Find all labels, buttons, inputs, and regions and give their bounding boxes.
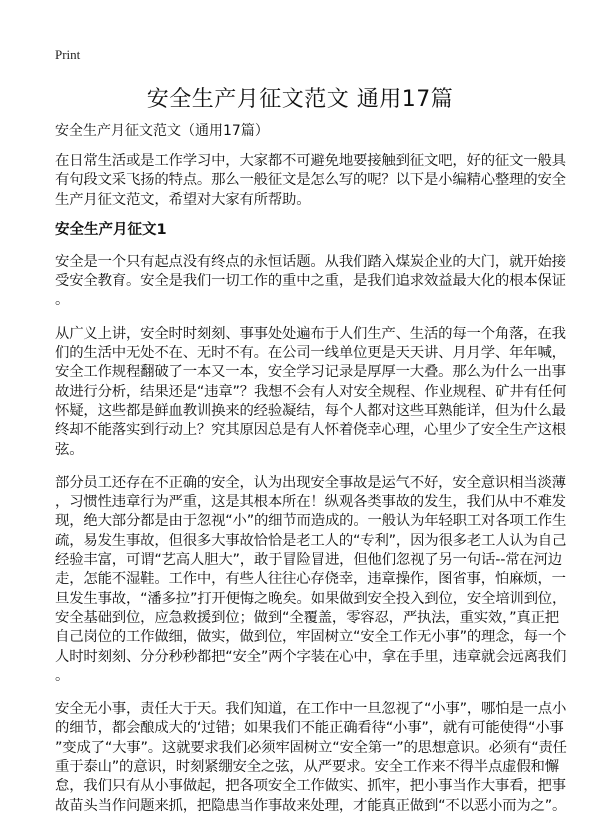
paragraph-line: 。 bbox=[55, 667, 70, 684]
paragraph-line: 重于泰山”的意识，时刻紧绷安全之弦，从严要求。安全工作来不得半点虚假和懈 bbox=[55, 759, 559, 776]
paragraph-line: 怠，我们只有从小事做起，把各项安全工作做实、抓牢，把小事当作大事看，把事 bbox=[55, 778, 566, 795]
document-body bbox=[55, 120, 567, 824]
paragraph-line: 们的生活中无处不在、无时不有。在公司一线单位更是天天讲、月月学、年年喊， bbox=[55, 345, 566, 362]
paragraph-line: 在日常生活或是工作学习中，大家都不可避免地要接触到征文吧，好的征文一般具 bbox=[55, 153, 566, 169]
intro-paragraph bbox=[55, 152, 566, 210]
paragraph-line: 终却不能落实到行动上？究其原因总是有人怀着侥幸心理，心里少了安全生产这根 bbox=[55, 422, 566, 439]
paragraph-line: 部分员工还存在不正确的安全，认为出现安全事故是运气不好，安全意识相当淡薄 bbox=[55, 474, 566, 491]
paragraph-line: 弦。 bbox=[55, 441, 84, 458]
print-link[interactable]: Print bbox=[55, 47, 81, 62]
paragraph-line: 旦发生事故，“潘多拉”打开便悔之晚矣。如果做到安全投入到位，安全培训到位， bbox=[55, 590, 567, 607]
paragraph bbox=[55, 253, 566, 311]
paragraph-line: 从广义上讲，安全时时刻刻、事事处处遍布于人们生产、生活的每一个角落，在我 bbox=[55, 325, 566, 342]
paragraph-line: 。 bbox=[55, 292, 70, 309]
paragraph-line: ”变成了“大事”。这就要求我们必须牢固树立“安全第一”的思想意识。必须有“责任 bbox=[55, 739, 567, 756]
paragraph-line: 安全基础到位，应急救援到位；做到“全覆盖，零容忍，严执法，重实效，”真正把 bbox=[55, 609, 559, 626]
paragraph-line: 安全工作规程翻破了一本又一本，安全学习记录是厚厚一大叠。那么为什么一出事 bbox=[55, 364, 566, 381]
paragraph-line: 安全是一个只有起点没有终点的永恒话题。从我们踏入煤炭企业的大门，就开始接 bbox=[55, 253, 566, 270]
paragraph-line: 经验丰富，可谓“艺高人胆大”，敢于冒险冒进，但他们忽视了另一句话--常在河边 bbox=[55, 552, 562, 569]
paragraph-line: 安全无小事，责任大于天。我们知道，在工作中一旦忽视了“小事”，哪怕是一点小 bbox=[55, 701, 567, 718]
paragraph bbox=[55, 474, 567, 686]
paragraph-line: 有句段文采飞扬的特点。那么一般征文是怎么写的呢？以下是小编精心整理的安全 bbox=[55, 172, 566, 189]
paragraph-line: 的细节，都会酿成大的‘过错；如果我们不能正确看待“小事”，就有可能使得“小事 bbox=[55, 720, 564, 737]
paragraph-line: 故进行分析，结果还是“违章”？我想不会有人对安全规程、作业规程、矿井有任何 bbox=[55, 383, 567, 400]
paragraph bbox=[55, 700, 567, 816]
paragraph-line: 自己岗位的工作做细，做实，做到位，牢固树立“安全工作无小事”的理念，每一个 bbox=[55, 629, 567, 646]
paragraph bbox=[55, 325, 567, 460]
document-subtitle: 安全生产月征文范文（通用17篇） bbox=[55, 123, 269, 139]
paragraph-line: 疏，易发生事故，但很多大事故恰恰是老工人的“专利”，因为很多老工人认为自己 bbox=[55, 532, 567, 549]
article-paragraphs bbox=[55, 253, 567, 816]
paragraph-line: 故苗头当作问题来抓，把隐患当作事故来处理，才能真正做到“不以恶小而为之”。 bbox=[55, 797, 567, 814]
paragraph-line: 怀疑，这些都是鲜血教训换来的经验凝结，每个人都对这些耳熟能详，但为什么最 bbox=[55, 402, 566, 419]
paragraph-line: 走，怎能不湿鞋。工作中，有些人往往心存侥幸，违章操作，图省事，怕麻烦，一 bbox=[55, 571, 566, 588]
paragraph-line: 现，绝大部分都是由于忽视“小”的细节而造成的。一般认为年轻职工对各项工作生 bbox=[55, 513, 567, 530]
page-title: 安全生产月征文范文 通用17篇 bbox=[146, 87, 454, 112]
paragraph-line: ，习惯性违章行为严重，这是其根本所在！纵观各类事故的发生，我们从中不难发 bbox=[55, 494, 566, 511]
paragraph-line: 受安全教育。安全是我们一切工作的重中之重，是我们追求效益最大化的根本保证 bbox=[55, 273, 566, 290]
paragraph-line: 生产月征文范文，希望对大家有所帮助。 bbox=[55, 191, 311, 208]
section-heading: 安全生产月征文1 bbox=[55, 221, 167, 238]
paragraph-line: 人时时刻刻、分分秒秒都把“安全”两个字装在心中，拿在手里，违章就会远离我们 bbox=[55, 648, 567, 665]
